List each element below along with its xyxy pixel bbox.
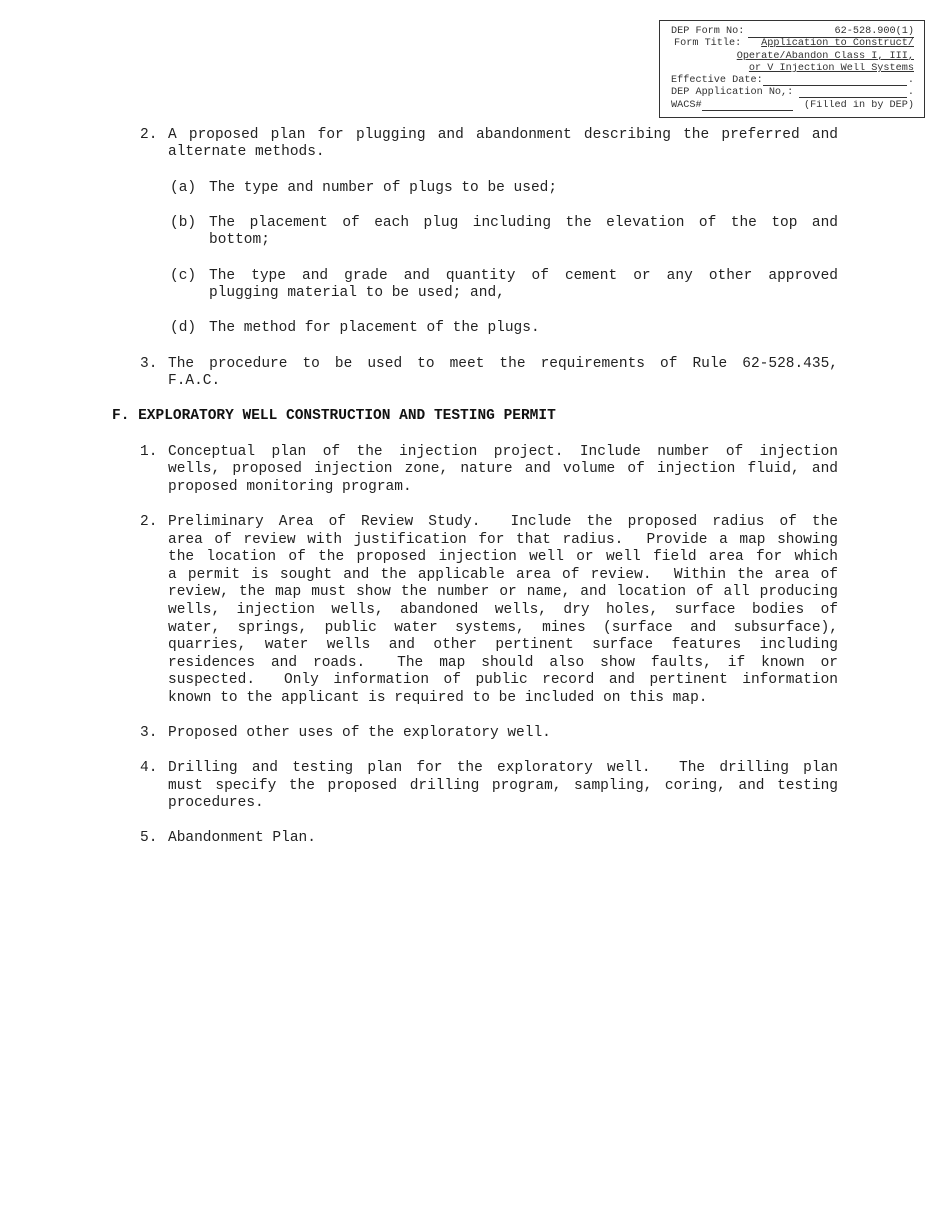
application-no-row bbox=[671, 87, 914, 99]
f-item-2-line-5: review, the map must show the number or name, and location of all producing bbox=[168, 584, 838, 600]
e-item-3-number: 3. bbox=[140, 356, 158, 372]
e-item-3-line-2: F.A.C. bbox=[168, 373, 221, 389]
application-no-label: DEP Application No,: bbox=[671, 87, 794, 99]
f-item-1-line-3: proposed monitoring program. bbox=[168, 479, 412, 495]
f-item-2-line-1: Preliminary Area of Review Study. Include the proposed radius of the bbox=[168, 514, 838, 530]
e-item-2-number: 2. bbox=[140, 127, 158, 143]
f-item-2-number: 2. bbox=[140, 514, 158, 530]
e-item-2-line-2: alternate methods. bbox=[168, 144, 325, 160]
form-no-label: DEP Form No: bbox=[671, 26, 745, 37]
f-item-4-line-1: Drilling and testing plan for the exploratory well. The drilling plan bbox=[168, 760, 838, 776]
form-title-row-2 bbox=[671, 51, 914, 63]
f-item-4-line-2: must specify the proposed drilling program, sampling, coring, and testing bbox=[168, 778, 838, 794]
f-item-5-line-1: Abandonment Plan. bbox=[168, 830, 316, 846]
f-item-2-line-2: area of review with justification for that radius. Provide a map showing bbox=[168, 532, 838, 548]
f-item-2-line-8: quarries, water wells and other pertinent surface features including bbox=[168, 637, 838, 653]
wacs-label: WACS# bbox=[671, 99, 702, 111]
effective-date-period: . bbox=[907, 75, 914, 87]
f-item-1-line-2: wells, proposed injection zone, nature and volume of injection fluid, and bbox=[168, 461, 838, 477]
effective-date-label: Effective Date: bbox=[671, 75, 763, 87]
wacs-row bbox=[671, 100, 914, 112]
f-item-5-number: 5. bbox=[140, 830, 158, 846]
f-item-2-line-11: known to the applicant is required to be included on this map. bbox=[168, 690, 708, 706]
e-subitem-d-line-1: The method for placement of the plugs. bbox=[209, 320, 540, 336]
f-item-1-number: 1. bbox=[140, 444, 158, 460]
section-f-heading: F. EXPLORATORY WELL CONSTRUCTION AND TESTING PERMIT bbox=[112, 408, 556, 424]
form-no-row bbox=[671, 26, 914, 38]
effective-date-blank bbox=[763, 75, 907, 86]
e-item-2-line-1: A proposed plan for plugging and abandonment describing the preferred and bbox=[168, 127, 838, 143]
e-subitem-a-label: (a) bbox=[170, 180, 197, 196]
form-title-line-1: Application to Construct/ bbox=[761, 38, 914, 50]
e-subitem-c-line-1: The type and grade and quantity of cement or any other approved bbox=[209, 268, 838, 284]
form-header-box bbox=[659, 20, 925, 118]
f-item-2-line-7: water, springs, public water systems, mines (surface and subsurface), bbox=[168, 620, 838, 636]
form-no-value: 62-528.900(1) bbox=[748, 26, 914, 38]
e-subitem-c-label: (c) bbox=[170, 268, 197, 284]
effective-date-row bbox=[671, 75, 914, 87]
e-subitem-b-label: (b) bbox=[170, 215, 197, 231]
f-item-2-line-3: the location of the proposed injection well or well field area for which bbox=[168, 549, 838, 565]
form-title-row bbox=[671, 38, 914, 50]
f-item-4-number: 4. bbox=[140, 760, 158, 776]
e-subitem-d-label: (d) bbox=[170, 320, 197, 336]
application-no-blank bbox=[799, 87, 907, 98]
f-item-3-line-1: Proposed other uses of the exploratory well. bbox=[168, 725, 551, 741]
application-no-period: . bbox=[907, 87, 914, 99]
form-title-label: Form Title: bbox=[674, 38, 742, 50]
e-item-3-line-1: The procedure to be used to meet the requirements of Rule 62-528.435, bbox=[168, 356, 838, 372]
form-title-line-3: or V Injection Well Systems bbox=[748, 62, 914, 74]
form-title-row-3 bbox=[671, 63, 914, 75]
wacs-note: (Filled in by DEP) bbox=[803, 99, 914, 111]
f-item-2-line-6: wells, injection wells, abandoned wells, dry holes, surface bodies of bbox=[168, 602, 838, 618]
f-item-4-line-3: procedures. bbox=[168, 795, 264, 811]
e-subitem-b-line-2: bottom; bbox=[209, 232, 270, 248]
e-subitem-b-line-1: The placement of each plug including the elevation of the top and bbox=[209, 215, 838, 231]
f-item-2-line-9: residences and roads. The map should also show faults, if known or bbox=[168, 655, 838, 671]
f-item-2-line-10: suspected. Only information of public record and pertinent information bbox=[168, 672, 838, 688]
f-item-1-line-1: Conceptual plan of the injection project. Include number of injection bbox=[168, 444, 838, 460]
wacs-blank bbox=[702, 100, 793, 111]
e-subitem-a-line-1: The type and number of plugs to be used; bbox=[209, 180, 558, 196]
f-item-3-number: 3. bbox=[140, 725, 158, 741]
f-item-2-line-4: a permit is sought and the applicable area of review. Within the area of bbox=[168, 567, 838, 583]
form-title-line-2: Operate/Abandon Class I, III, bbox=[736, 50, 914, 62]
e-subitem-c-line-2: plugging material to be used; and, bbox=[209, 285, 505, 301]
